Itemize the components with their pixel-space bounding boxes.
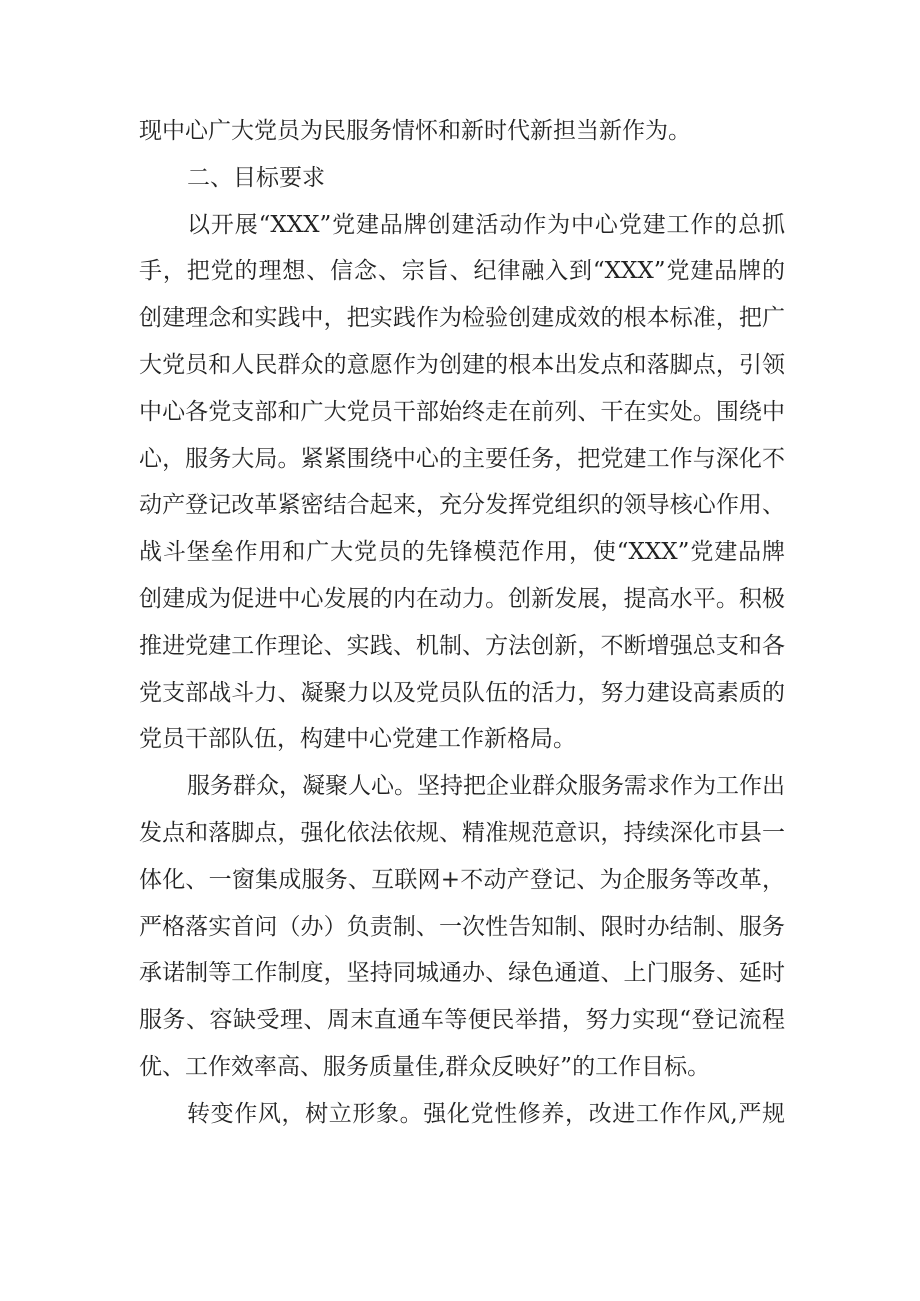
text-line: 手，把党的理想、信念、宗旨、纪律融入到“XXX”党建品牌的 — [139, 258, 785, 285]
text-line: 推进党建工作理论、实践、机制、方法创新，不断增强总支和各 — [139, 632, 785, 659]
text-line: 创建理念和实践中，把实践作为检验创建成效的根本标准，把广 — [139, 305, 785, 332]
text-line: 中心各党支部和广大党员干部始终走在前列、干在实处。围绕中 — [139, 398, 785, 425]
text-line: 创建成为促进中心发展的内在动力。创新发展，提高水平。积极 — [139, 585, 785, 612]
section-heading: 二、目标要求 — [187, 164, 325, 191]
text-line: 党员干部队伍，构建中心党建工作新格局。 — [139, 726, 576, 753]
text-line: 动产登记改革紧密结合起来，充分发挥党组织的领导核心作用、 — [139, 492, 785, 519]
text-line: 服务群众，凝聚人心。坚持把企业群众服务需求作为工作出 — [187, 773, 785, 800]
text-line: 以开展“XXX”党建品牌创建活动作为中心党建工作的总抓 — [187, 211, 785, 238]
text-line: 现中心广大党员为民服务情怀和新时代新担当新作为。 — [139, 118, 691, 144]
text-line: 大党员和人民群众的意愿作为创建的根本出发点和落脚点，引领 — [139, 351, 785, 378]
text-line: 严格落实首问（办）负责制、一次性告知制、限时办结制、服务 — [139, 913, 785, 940]
text-line: 转变作风，树立形象。强化党性修养，改进工作作风,严规 — [187, 1100, 785, 1127]
text-line: 战斗堡垒作用和广大党员的先锋模范作用，使“XXX”党建品牌 — [139, 539, 785, 566]
text-line: 心，服务大局。紧紧围绕中心的主要任务，把党建工作与深化不 — [139, 445, 785, 472]
text-line: 优、工作效率高、服务质量佳,群众反映好”的工作目标。 — [139, 1053, 711, 1080]
text-line: 服务、容缺受理、周末直通车等便民举措，努力实现“登记流程 — [139, 1007, 785, 1034]
document-body — [139, 108, 785, 1138]
text-line: 体化、一窗集成服务、互联网+不动产登记、为企服务等改革， — [139, 866, 785, 893]
text-line: 发点和落脚点，强化依法依规、精准规范意识，持续深化市县一 — [139, 819, 785, 846]
text-line: 党支部战斗力、凝聚力以及党员队伍的活力，努力建设高素质的 — [139, 679, 785, 706]
text-line: 承诺制等工作制度，坚持同城通办、绿色通道、上门服务、延时 — [139, 960, 785, 987]
